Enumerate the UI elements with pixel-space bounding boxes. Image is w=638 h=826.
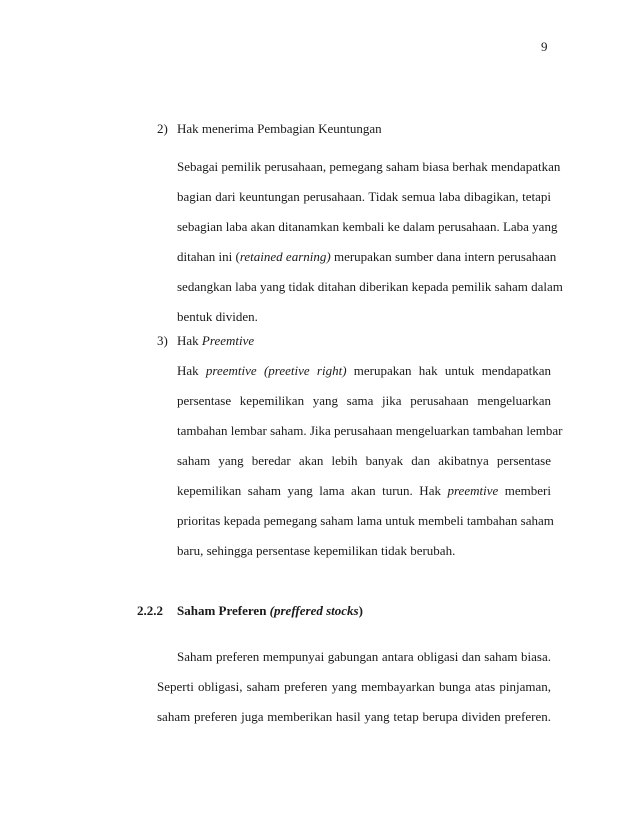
item-2-line-5: sedangkan laba yang tidak ditahan diberikan kepada pemilik saham dalam (177, 279, 563, 294)
item-2-title: Hak menerima Pembagian Keuntungan (177, 121, 382, 136)
section-title (177, 603, 363, 619)
item-3-line-6: prioritas kepada pemegang saham lama untuk membeli tambahan saham (177, 513, 554, 528)
item-2-line-4 (177, 249, 557, 265)
item-2-line-4-pre: ditahan ini ( (177, 249, 240, 264)
item-2-line-4-post: merupakan sumber dana intern perusahaan (330, 249, 557, 264)
item-2-line-1: Sebagai pemilik perusahaan, pemegang saham biasa berhak mendapatkan (177, 159, 561, 174)
item-3-line-1-pre: Hak (177, 363, 206, 378)
section-title-pre: Saham Preferen (177, 603, 270, 618)
item-3-line-2: persentase kepemilikan yang sama jika perusahaan mengeluarkan (177, 393, 551, 408)
item-3-line-1-post: merupakan hak untuk mendapatkan (346, 363, 551, 378)
item-3-line-7: baru, sehingga persentase kepemilikan tidak berubah. (177, 543, 456, 558)
list-marker-2: 2) (157, 121, 168, 136)
page-number: 9 (541, 39, 548, 54)
item-3-title (177, 333, 254, 349)
item-3-line-1 (177, 363, 551, 379)
item-3-line-5-pre: kepemilikan saham yang lama akan turun. Hak (177, 483, 448, 498)
section-title-em: (preffered stocks (269, 603, 359, 618)
item-2-line-6: bentuk dividen. (177, 309, 258, 324)
section-title-post: ) (358, 603, 363, 618)
preemtive-term-2: preemtive (447, 483, 499, 498)
item-3-line-3: tambahan lembar saham. Jika perusahaan mengeluarkan tambahan lembar (177, 423, 563, 438)
section-line-3: saham preferen juga memberikan hasil yang tetap berupa dividen preferen. (157, 709, 551, 724)
section-line-1: Saham preferen mempunyai gabungan antara obligasi dan saham biasa. (177, 649, 551, 664)
item-3-title-em: Preemtive (201, 333, 255, 348)
item-3-line-4: saham yang beredar akan lebih banyak dan akibatnya persentase (177, 453, 551, 468)
item-3-title-pre: Hak (177, 333, 202, 348)
item-3-line-5 (177, 483, 551, 499)
section-line-2: Seperti obligasi, saham preferen yang membayarkan bunga atas pinjaman, (157, 679, 551, 694)
section-number: 2.2.2 (137, 603, 163, 618)
item-2-line-3: sebagian laba akan ditanamkan kembali ke dalam perusahaan. Laba yang (177, 219, 558, 234)
retained-earning-term: retained earning) (239, 249, 331, 264)
preemtive-term: preemtive (preetive right) (205, 363, 347, 378)
item-3-line-5-post: memberi (498, 483, 551, 498)
list-marker-3: 3) (157, 333, 168, 348)
item-2-line-2: bagian dari keuntungan perusahaan. Tidak semua laba dibagikan, tetapi (177, 189, 551, 204)
